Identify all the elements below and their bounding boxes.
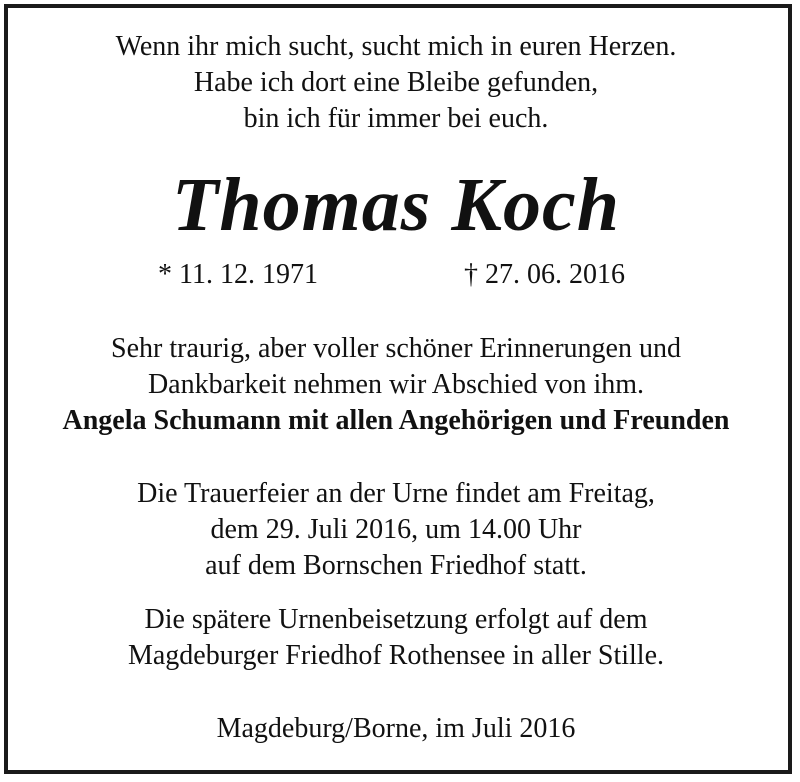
deceased-name: Thomas Koch — [171, 163, 621, 247]
burial-line-2: Magdeburger Friedhof Rothensee in aller Stille. — [127, 640, 665, 671]
ceremony-line-3: auf dem Bornschen Friedhof statt. — [205, 550, 587, 581]
poem-line-2: Habe ich dort eine Bleibe gefunden, — [193, 67, 599, 98]
message-line-1: Sehr traurig, aber voller schöner Erinnerungen und — [111, 333, 681, 364]
ceremony-line-2: dem 29. Juli 2016, um 14.00 Uhr — [210, 514, 582, 545]
burial-line-1: Die spätere Urnenbeisetzung erfolgt auf dem — [144, 604, 648, 635]
death-date: † 27. 06. 2016 — [464, 259, 625, 290]
birth-date: * 11. 12. 1971 — [158, 259, 318, 290]
message-line-2: Dankbarkeit nehmen wir Abschied von ihm. — [147, 369, 645, 400]
poem-line-3: bin ich für immer bei euch. — [243, 103, 549, 134]
mourners-line: Angela Schumann mit allen Angehörigen und Freunden — [62, 405, 730, 436]
ceremony-line-1: Die Trauerfeier an der Urne findet am Freitag, — [137, 478, 655, 509]
poem-line-1: Wenn ihr mich sucht, sucht mich in euren Herzen. — [115, 31, 677, 62]
place-and-date: Magdeburg/Borne, im Juli 2016 — [216, 713, 576, 744]
